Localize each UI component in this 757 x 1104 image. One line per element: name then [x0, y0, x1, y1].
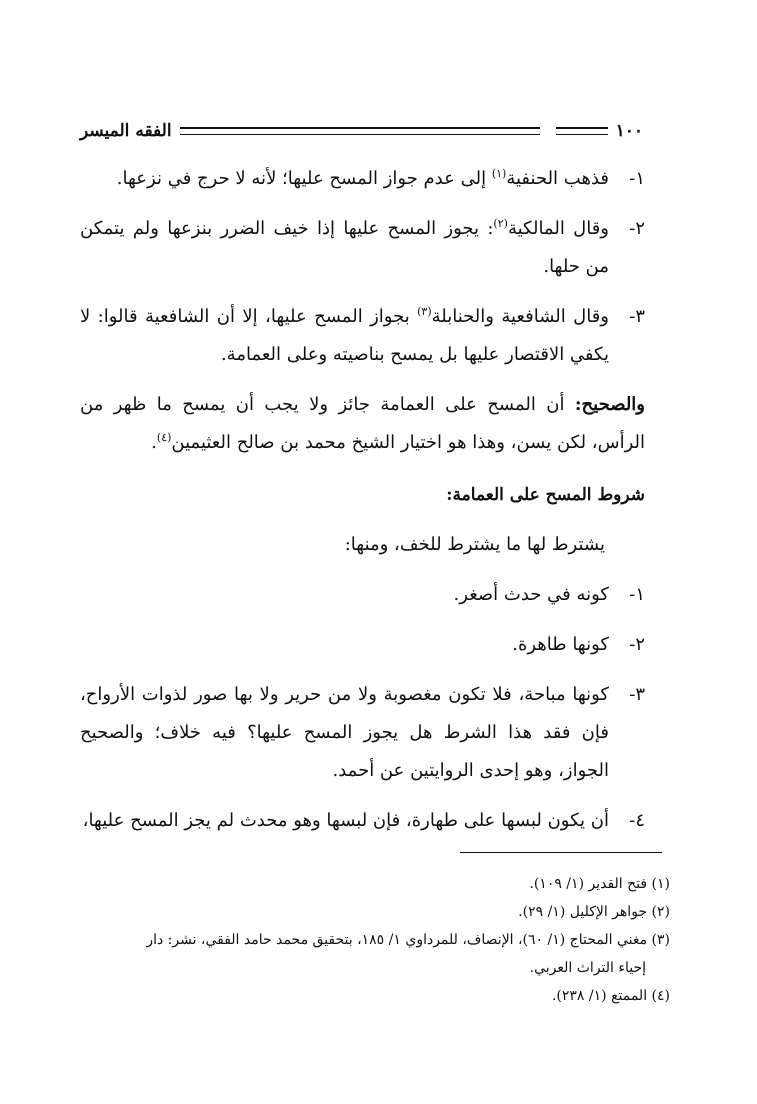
- item-text: وقال الشافعية والحنابلة: [431, 306, 609, 327]
- correct-end: .: [151, 432, 157, 453]
- item-number: ٢-: [629, 218, 645, 239]
- section-heading: شروط المسح على العمامة:: [446, 485, 645, 505]
- header-rule-short: [556, 127, 608, 135]
- condition-item-3: [80, 676, 645, 790]
- condition-item-2: [80, 626, 645, 664]
- item-number: ٣-: [629, 684, 645, 705]
- item-text: فذهب الحنفية: [506, 168, 609, 189]
- footnote-separator: [460, 852, 662, 853]
- item-text-cont: إلى عدم جواز المسح عليها؛ لأنه لا حرج في نزعها.: [116, 168, 492, 189]
- footnote-3: (٣) مغني المحتاج (١/ ٦٠)، الإنصاف، للمرداوي ١/ ١٨٥، بتحقيق محمد حامد الفقي، نشر: دار: [146, 932, 670, 948]
- opinion-item-1: [80, 160, 645, 198]
- page-number: ١٠٠: [615, 121, 643, 141]
- item-text: أن يكون لبسها على طهارة، فإن لبسها وهو محدث لم يجز المسح عليها،: [82, 810, 609, 831]
- opinion-item-3: [80, 298, 645, 374]
- item-text: كونها مباحة، فلا تكون مغصوبة ولا من حرير ولا بها صور لذوات الأرواح، فإن فقد هذا الشرط هل يجوز المسح عليها؟ فيه خلاف؛ والصحيح الجواز، وهو إحدى الروايتين عن أحمد.: [80, 684, 609, 781]
- item-text: كونه في حدث أصغر.: [453, 584, 609, 605]
- item-text: كونها طاهرة.: [512, 634, 609, 655]
- item-number: ١-: [629, 584, 645, 605]
- condition-item-4: [80, 802, 645, 840]
- item-number: ٣-: [629, 306, 645, 327]
- page-header: [80, 118, 643, 144]
- item-text-cont: : يجوز المسح عليها إذا خيف الضرر بنزعها ولم يتمكن من حلها.: [80, 218, 609, 277]
- footnote-4: (٤) الممتع (١/ ٢٣٨).: [551, 988, 670, 1004]
- opinion-item-2: [80, 210, 645, 286]
- item-number: ٢-: [629, 634, 645, 655]
- item-number: ١-: [629, 168, 645, 189]
- correct-text: أن المسح على العمامة جائز ولا يجب أن يمسح ما ظهر من الرأس، لكن يسن، وهذا هو اختيار الشيخ محمد بن صالح العثيمين: [80, 394, 645, 453]
- correct-label: والصحيح:: [574, 394, 645, 415]
- book-title: الفقه الميسر: [80, 121, 172, 141]
- conditions-intro: يشترط لها ما يشترط للخف، ومنها:: [344, 534, 605, 555]
- footnotes: [80, 870, 670, 1010]
- footnote-1: (١) فتح القدير (١/ ١٠٩).: [529, 876, 670, 892]
- item-text: وقال المالكية: [507, 218, 609, 239]
- footnote-ref[interactable]: (٢): [493, 217, 508, 230]
- item-number: ٤-: [629, 810, 645, 831]
- item-text-cont: بجواز المسح عليها، إلا أن الشافعية قالوا: لا يكفي الاقتصار عليها بل يمسح بناصيته وعلى العمامة.: [80, 306, 609, 365]
- correct-opinion-paragraph: [80, 386, 645, 462]
- footnote-ref[interactable]: (١): [491, 167, 507, 180]
- footnote-2: (٢) جواهر الإكليل (١/ ٢٩).: [518, 904, 670, 920]
- header-rule-long: [180, 127, 540, 135]
- footnote-ref[interactable]: (٤): [156, 431, 172, 444]
- footnote-3-continuation: إحياء التراث العربي.: [529, 960, 646, 976]
- condition-item-1: [80, 576, 645, 614]
- main-text: [80, 160, 645, 840]
- footnote-ref[interactable]: (٣): [417, 305, 432, 318]
